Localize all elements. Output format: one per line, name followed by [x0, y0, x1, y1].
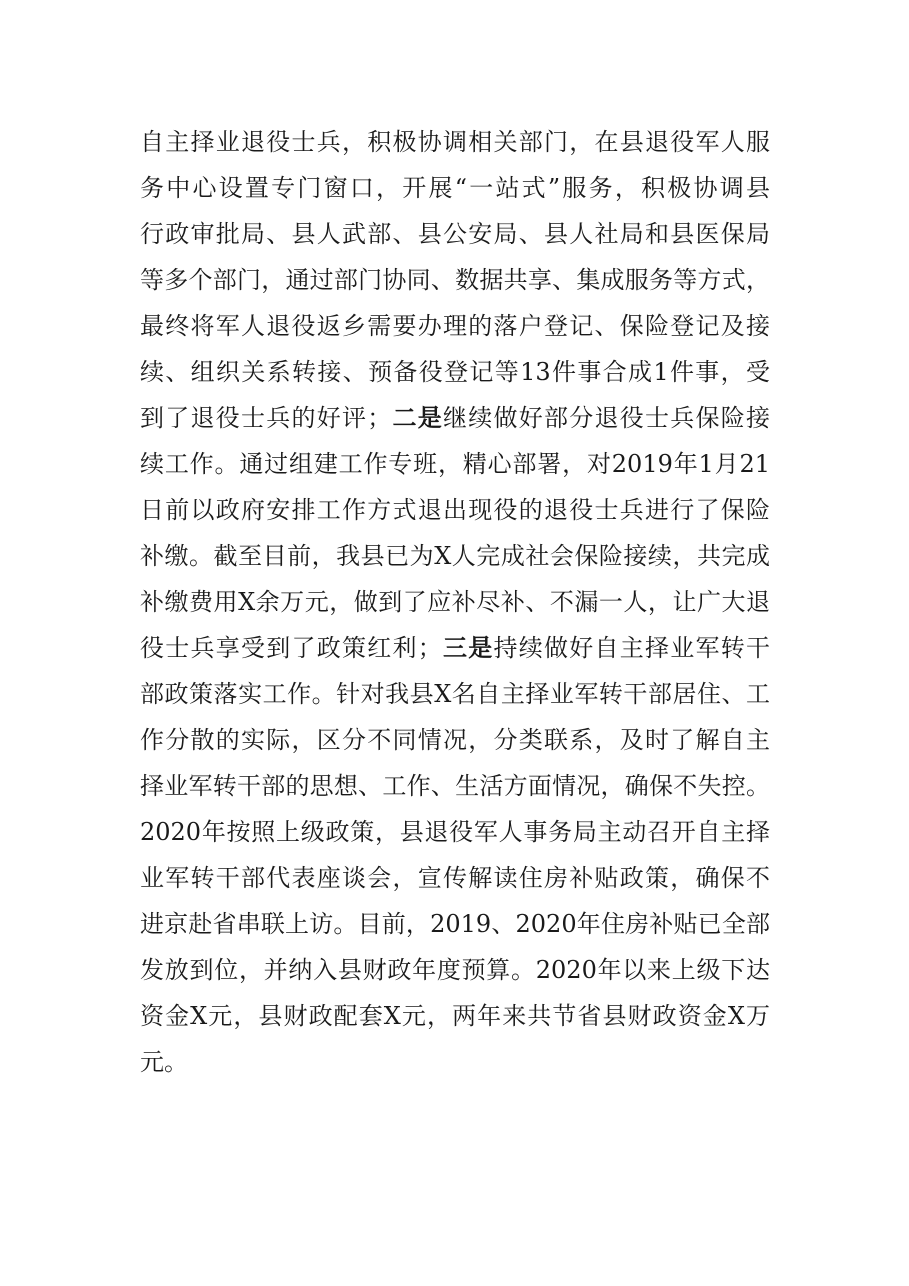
bold-lead-second: 二是 — [391, 404, 443, 432]
text-line: 续工作。通过组建工作专班，精心部署，对2019年1月21 — [140, 450, 770, 478]
text-line: 补缴。截至目前，我县已为X人完成社会保险接续，共完成 — [140, 542, 770, 570]
text-line: 补缴费用X余万元，做到了应补尽补、不漏一人，让广大退 — [140, 588, 770, 616]
text-line: 进京赴省串联上访。目前，2019、2020年住房补贴已全部 — [140, 910, 770, 938]
bold-lead-third: 三是 — [441, 634, 494, 662]
text-segment: 到了退役士兵的好评； — [140, 404, 392, 432]
text-line: 资金X元，县财政配套X元，两年来共节省县财政资金X万 — [140, 1002, 770, 1030]
body-paragraph — [140, 119, 770, 1085]
text-line: 续、组织关系转接、预备役登记等13件事合成1件事，受 — [140, 358, 770, 386]
text-segment: 役士兵享受到了政策红利； — [140, 634, 442, 662]
text-line — [140, 625, 770, 671]
text-line: 日前以政府安排工作方式退出现役的退役士兵进行了保险 — [140, 496, 770, 524]
text-line: 发放到位，并纳入县财政年度预算。2020年以来上级下达 — [140, 956, 770, 984]
text-line: 最终将军人退役返乡需要办理的落户登记、保险登记及接 — [140, 312, 770, 340]
text-line: 业军转干部代表座谈会，宣传解读住房补贴政策，确保不 — [140, 864, 770, 892]
text-line: 元。 — [140, 1048, 188, 1076]
text-line: 部政策落实工作。针对我县X名自主择业军转干部居住、工 — [140, 680, 770, 708]
text-line — [140, 395, 770, 441]
text-line: 作分散的实际，区分不同情况，分类联系，及时了解自主 — [140, 726, 770, 754]
text-segment: 持续做好自主择业军转干 — [493, 634, 770, 662]
text-line: 务中心设置专门窗口，开展“一站式”服务，积极协调县 — [140, 174, 770, 202]
text-line: 自主择业退役士兵，积极协调相关部门，在县退役军人服 — [140, 128, 770, 156]
text-segment: 继续做好部分退役士兵保险接 — [443, 404, 770, 432]
text-line: 行政审批局、县人武部、县公安局、县人社局和县医保局 — [140, 220, 770, 248]
text-line: 择业军转干部的思想、工作、生活方面情况，确保不失控。 — [140, 772, 770, 800]
text-line: 等多个部门，通过部门协同、数据共享、集成服务等方式， — [140, 266, 770, 294]
text-line: 2020年按照上级政策，县退役军人事务局主动召开自主择 — [140, 818, 770, 846]
